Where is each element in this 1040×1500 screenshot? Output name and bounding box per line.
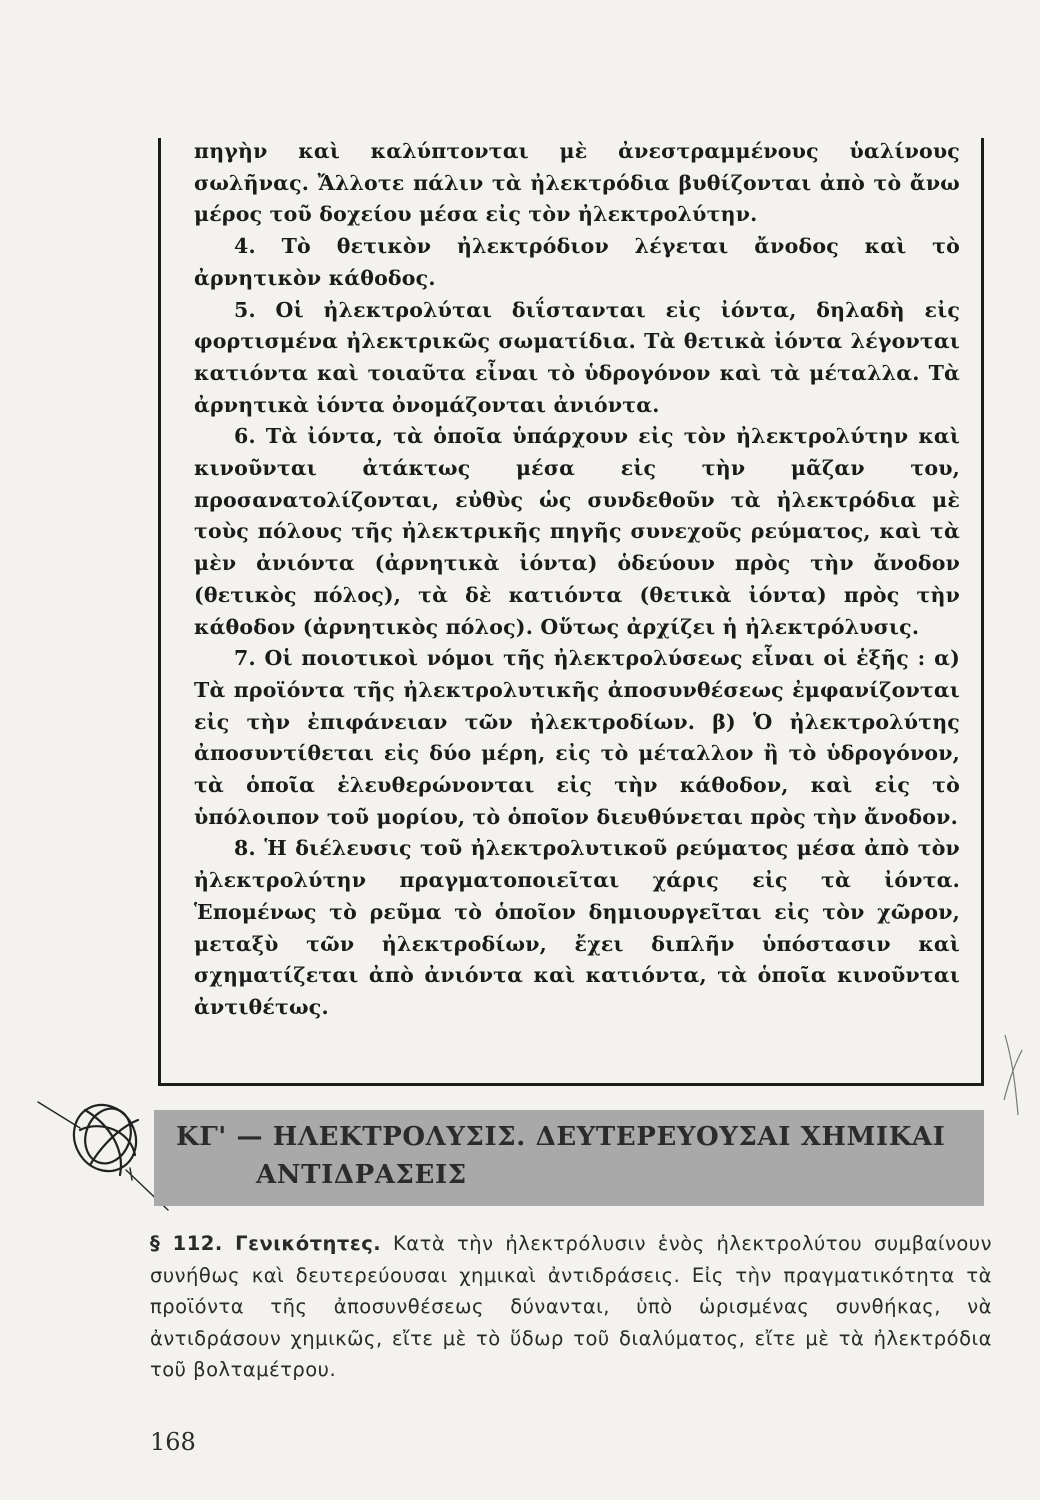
box-paragraph-6: 6. Τὰ ἰόντα, τὰ ὁποῖα ὑπάρχουν εἰς τὸν ἠλεκτρολύτην καὶ κινοῦνται ἀτάκτως μέσα εἰς τὴν μᾶζαν του, προσανατολίζονται, εὐθὺς ὡς συνδεθοῦν τὰ ἠλεκτρόδια μὲ τοὺς πόλους τῆς ἠλεκτρικῆς πηγῆς συνεχοῦς ρεύματος, καὶ τὰ μὲν ἀνιόντα (ἀρνητικὰ ἰόντα) ὁδεύουν πρὸς τὴν ἄνοδον (θετικὸς πόλος), τὰ δὲ κατιόντα (θετικὰ ἰόντα) πρὸς τὴν κάθοδον (ἀρνητικὸς πόλος). Οὕτως ἀρχίζει ἡ ἠλεκτρόλυσις. [194, 424, 960, 639]
box-paragraph-8: 8. Ἡ διέλευσις τοῦ ἠλεκτρολυτικοῦ ρεύματος μέσα ἀπὸ τὸν ἠλεκτρολύτην πραγματοποιεῖται χάρις εἰς τὰ ἰόντα. Ἑπομένως τὸ ρεῦμα τὸ ὁποῖον δημιουργεῖται εἰς τὸν χῶρον, μεταξὺ τῶν ἠλεκτροδίων, ἔχει διπλῆν ὑπόστασιν καὶ σχηματίζεται ἀπὸ ἀνιόντα καὶ κατιόντα, τὰ ὁποῖα κινοῦνται ἀντιθέτως. [194, 836, 960, 1019]
box-paragraph-7: 7. Οἱ ποιοτικοὶ νόμοι τῆς ἠλεκτρολύσεως εἶναι οἱ ἑξῆς : α) Τὰ προϊόντα τῆς ἠλεκτρολυτικῆς ἀποσυνθέσεως ἐμφανίζονται εἰς τὴν ἐπιφάνειαν τῶν ἠλεκτροδίων. β) Ὁ ἠλεκτρολύτης ἀποσυντίθεται εἰς δύο μέρη, εἰς τὸ μέταλλον ἢ τὸ ὑδρογόνον, τὰ ὁποῖα ἐλευθερώνονται εἰς τὴν κάθοδον, καὶ εἰς τὸ ὑπόλοιπον τοῦ μορίου, τὸ ὁποῖον διευθύνεται πρὸς τὴν ἄνοδον. [194, 646, 960, 829]
section-paragraph [150, 1228, 992, 1386]
section-heading-line-2: ΑΝΤΙΔΡΑΣΕΙΣ [256, 1160, 467, 1190]
section-number: § 112. Γενικότητες. [150, 1232, 382, 1255]
box-paragraph-4: 4. Τὸ θετικὸν ἠλεκτρόδιον λέγεται ἄνοδος καὶ τὸ ἀρνητικὸν κάθοδος. [194, 234, 960, 290]
box-paragraph-1: πηγὴν καὶ καλύπτονται μὲ ἀνεστραμμένους ὑαλίνους σωλῆνας. Ἄλλοτε πάλιν τὰ ἠλεκτρόδια βυθίζονται ἀπὸ τὸ ἄνω μέρος τοῦ δοχείου μέσα εἰς τὸν ἠλεκτρολύτην. [194, 139, 960, 227]
page-number: 168 [150, 1428, 196, 1456]
summary-box-text [194, 136, 960, 1024]
box-paragraph-5: 5. Οἱ ἠλεκτρολύται διΐστανται εἰς ἰόντα, δηλαδὴ εἰς φορτισμένα ἠλεκτρικῶς σωματίδια. Τὰ θετικὰ ἰόντα λέγονται κατιόντα καὶ τοιαῦτα εἶναι τὸ ὑδρογόνον καὶ τὰ μέταλλα. Τὰ ἀρνητικὰ ἰόντα ὀνομάζονται ἀνιόντα. [194, 297, 960, 417]
pencil-margin-mark [1000, 1030, 1030, 1120]
section-body-text: Κατὰ τὴν ἠλεκτρόλυσιν ἑνὸς ἠλεκτρολύτου συμβαίνουν συνήθως καὶ δευτερεύουσαι χημικαὶ ἀντιδράσεις. Εἰς τὴν πραγματικότητα τὰ προϊόντα τῆς ἀποσυνθέσεως δύνανται, ὑπὸ ὡρισμένας συνθήκας, νὰ ἀντιδράσουν χημικῶς, εἴτε μὲ τὸ ὕδωρ τοῦ διαλύματος, εἴτε μὲ τὰ ἠλεκτρόδια τοῦ βολταμέτρου. [150, 1232, 992, 1381]
section-heading-line-1: ΚΓ' — ΗΛΕΚΤΡΟΛΥΣΙΣ. ΔΕΥΤΕΡΕΥΟΥΣΑΙ ΧΗΜΙΚΑΙ [176, 1122, 946, 1152]
section-heading [176, 1118, 976, 1194]
